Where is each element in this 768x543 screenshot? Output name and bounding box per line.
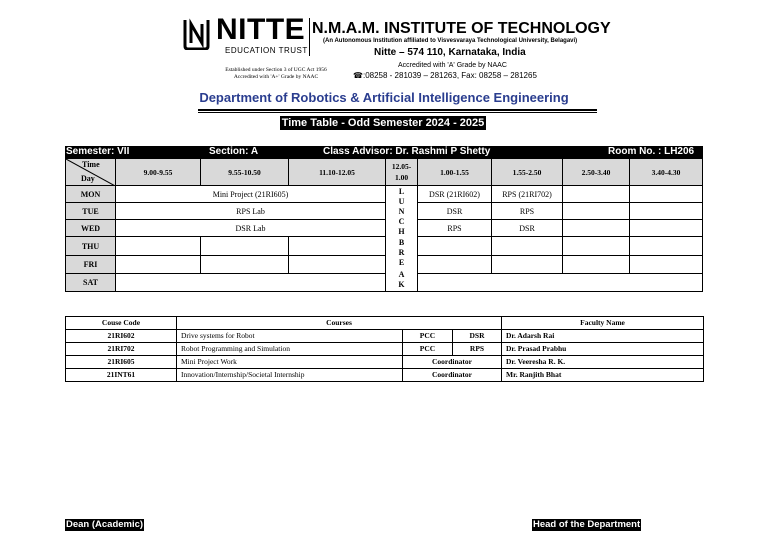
day-label-thu: THU	[65, 236, 116, 256]
mon-slot-5: DSR (21RI602)	[417, 185, 492, 203]
institute-tagline: (An Autonomous Institution affiliated to Visvesvaraya Technological University, Belagavi)	[323, 38, 578, 44]
class-info-bar	[65, 146, 703, 158]
slot-header: 9.00-9.55	[115, 158, 201, 186]
corner-day-label: Day	[81, 174, 95, 183]
logo-divider	[309, 18, 310, 56]
lunch-letter: H	[398, 227, 405, 236]
course-table	[65, 316, 704, 383]
tue-morning-session: RPS Lab	[115, 202, 386, 220]
empty-slot	[200, 255, 289, 274]
slot-header-lunch: 12.05-1.00	[385, 158, 418, 186]
course-type: PCC	[402, 342, 453, 356]
contact-phone: ☎:08258 - 281039 – 281263, Fax: 08258 – 281265	[353, 71, 537, 80]
course-name: Innovation/Internship/Societal Internship	[176, 368, 403, 382]
course-code-header: Couse Code	[65, 316, 177, 330]
empty-slot	[491, 255, 563, 274]
course-coordinator: Coordinator	[402, 355, 502, 369]
lunch-letter: N	[398, 207, 405, 216]
empty-slot	[491, 236, 563, 256]
empty-slot	[629, 255, 703, 274]
empty-slot	[417, 236, 492, 256]
course-name: Robot Programming and Simulation	[176, 342, 403, 356]
tue-slot-5: DSR	[417, 202, 492, 220]
course-code: 21RI605	[65, 355, 177, 369]
course-code: 21RI602	[65, 329, 177, 343]
time-day-corner	[65, 158, 116, 186]
hod-signature-label: Head of the Department	[533, 519, 641, 530]
logo-wordmark: NITTE	[216, 13, 306, 46]
lunch-letter: E	[398, 258, 405, 267]
room-number-label: Room No. : LH206	[608, 146, 695, 157]
empty-slot	[629, 202, 703, 220]
slot-header: 11.10-12.05	[288, 158, 386, 186]
slot-header: 1.55-2.50	[491, 158, 563, 186]
logo-subtitle: EDUCATION TRUST	[225, 46, 308, 55]
empty-slot	[115, 255, 201, 274]
timetable-title: Time Table - Odd Semester 2024 - 2025	[281, 117, 485, 129]
slot-header: 3.40-4.30	[629, 158, 703, 186]
mon-morning-session: Mini Project (21RI605)	[115, 185, 386, 203]
lunch-letter: K	[398, 280, 405, 289]
empty-slot	[288, 255, 386, 274]
lunch-letter: L	[398, 187, 405, 196]
lunch-letter: C	[398, 217, 405, 226]
course-name: Mini Project Work	[176, 355, 403, 369]
institute-address: Nitte – 574 110, Karnataka, India	[374, 47, 526, 58]
department-title: Department of Robotics & Artificial Intelligence Engineering	[199, 90, 569, 105]
sat-morning-empty	[115, 273, 386, 292]
course-name: Drive systems for Robot	[176, 329, 403, 343]
course-abbr: RPS	[452, 342, 502, 356]
empty-slot	[115, 236, 201, 256]
mon-slot-6: RPS (21RI702)	[491, 185, 563, 203]
establishment-note	[212, 67, 340, 81]
course-type: PCC	[402, 329, 453, 343]
timetable-grid	[65, 158, 703, 292]
establishment-line-2: Accredited with 'A+' Grade by NAAC	[233, 74, 319, 80]
courses-header: Courses	[176, 316, 502, 330]
slot-header: 9.55-10.50	[200, 158, 289, 186]
day-label-tue: TUE	[65, 202, 116, 220]
empty-slot	[629, 185, 703, 203]
empty-slot	[200, 236, 289, 256]
course-abbr: DSR	[452, 329, 502, 343]
empty-slot	[562, 202, 630, 220]
lunch-break-column	[385, 185, 418, 292]
faculty-name: Dr. Veeresha R. K.	[501, 355, 704, 369]
course-code: 21INT61	[65, 368, 177, 382]
empty-slot	[562, 219, 630, 237]
lunch-letter: B	[398, 238, 405, 247]
nitte-logo-icon	[183, 16, 210, 50]
section-label: Section: A	[209, 146, 259, 157]
empty-slot	[562, 236, 630, 256]
semester-label: Semester: VII	[66, 146, 130, 157]
empty-slot	[629, 236, 703, 256]
wed-morning-session: DSR Lab	[115, 219, 386, 237]
slot-header: 1.00-1.55	[417, 158, 492, 186]
faculty-name: Mr. Ranjith Bhat	[501, 368, 704, 382]
institute-name: N.M.A.M. INSTITUTE OF TECHNOLOGY	[312, 20, 611, 37]
faculty-name-header: Faculty Name	[501, 316, 704, 330]
wed-slot-6: DSR	[491, 219, 563, 237]
day-label-wed: WED	[65, 219, 116, 237]
lunch-letter: R	[398, 248, 405, 257]
empty-slot	[417, 255, 492, 274]
accreditation-note: Accredited with 'A' Grade by NAAC	[398, 62, 507, 69]
tue-slot-6: RPS	[491, 202, 563, 220]
department-underline	[198, 109, 597, 111]
department-underline-thin	[198, 112, 597, 113]
day-label-fri: FRI	[65, 255, 116, 274]
class-advisor-label: Class Advisor: Dr. Rashmi P Shetty	[323, 146, 491, 157]
lunch-letter: A	[398, 270, 405, 279]
lunch-letter: U	[398, 197, 405, 206]
empty-slot	[562, 255, 630, 274]
course-code: 21RI702	[65, 342, 177, 356]
sat-afternoon-empty	[417, 273, 703, 292]
empty-slot	[288, 236, 386, 256]
establishment-line-1: Established under Section 3 of UGC Act 1956	[225, 67, 327, 73]
slot-header: 2.50-3.40	[562, 158, 630, 186]
day-label-mon: MON	[65, 185, 116, 203]
empty-slot	[562, 185, 630, 203]
dean-signature-label: Dean (Academic)	[66, 519, 144, 530]
corner-time-label: Time	[82, 160, 100, 169]
faculty-name: Dr. Adarsh Rai	[501, 329, 704, 343]
course-coordinator: Coordinator	[402, 368, 502, 382]
empty-slot	[629, 219, 703, 237]
faculty-name: Dr. Prasad Prabhu	[501, 342, 704, 356]
day-label-sat: SAT	[65, 273, 116, 292]
wed-slot-5: RPS	[417, 219, 492, 237]
